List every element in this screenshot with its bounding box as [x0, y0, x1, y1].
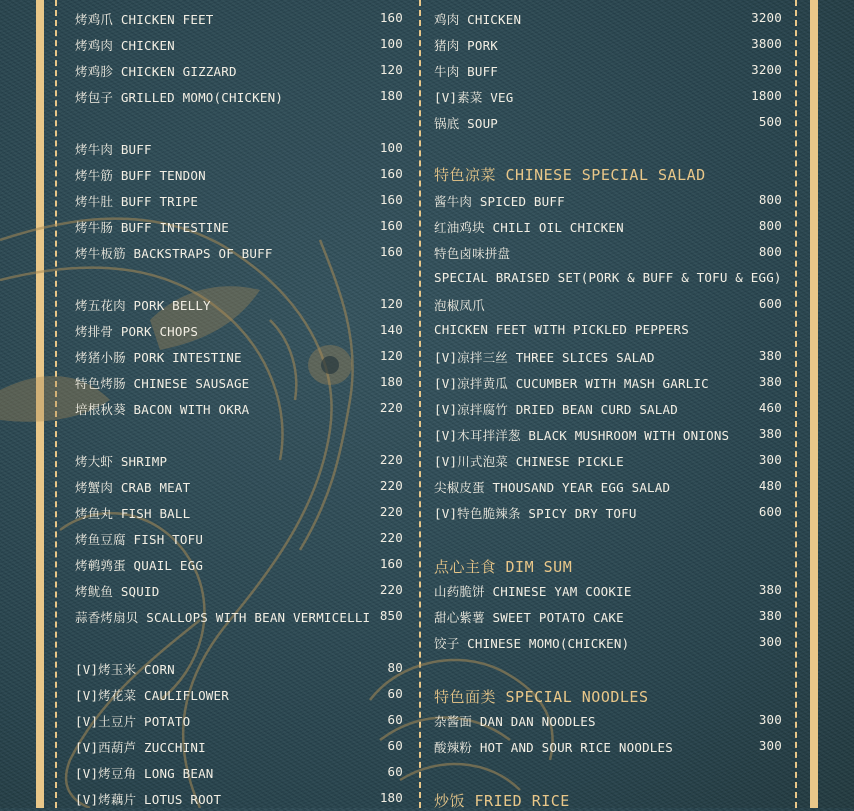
item-price: 3800 — [751, 36, 782, 51]
item-price: 600 — [758, 296, 782, 311]
item-name: 烤牛筋 BUFF TENDON — [75, 168, 206, 183]
item-name: [V]凉拌三丝 THREE SLICES SALAD — [434, 350, 655, 365]
item-name: 尖椒皮蛋 THOUSAND YEAR EGG SALAD — [434, 480, 671, 495]
item-price: 220 — [379, 504, 403, 519]
menu-item — [75, 452, 405, 472]
menu-item — [75, 660, 405, 680]
item-price: 160 — [379, 556, 403, 571]
menu-item — [75, 374, 405, 394]
item-price: 80 — [387, 660, 403, 675]
menu-item — [434, 712, 786, 732]
item-price: 800 — [758, 192, 782, 207]
item-price: 1800 — [751, 88, 782, 103]
menu-item — [434, 10, 786, 30]
item-name: 鸡肉 CHICKEN — [434, 12, 522, 27]
menu-item — [75, 36, 405, 56]
item-price: 180 — [379, 374, 403, 389]
item-name: 烤鸡胗 CHICKEN GIZZARD — [75, 64, 237, 79]
item-price: 380 — [758, 374, 782, 389]
item-price: 100 — [379, 140, 403, 155]
item-name: 山药脆饼 CHINESE YAM COOKIE — [434, 584, 632, 599]
section-heading-noodles: 特色面类 SPECIAL NOODLES — [434, 688, 649, 706]
item-price: 220 — [379, 452, 403, 467]
item-price: 800 — [758, 244, 782, 259]
item-price: 480 — [758, 478, 782, 493]
item-name: 泡椒凤爪 — [434, 298, 485, 313]
item-name: SPECIAL BRAISED SET(PORK & BUFF & TOFU & EGG) — [434, 270, 782, 285]
menu-item — [434, 452, 786, 472]
menu-item — [75, 608, 405, 628]
item-name: 烤牛肚 BUFF TRIPE — [75, 194, 199, 209]
item-price: 60 — [387, 764, 403, 779]
item-price: 220 — [379, 478, 403, 493]
menu-item — [434, 296, 786, 316]
item-price: 380 — [758, 608, 782, 623]
item-name: 烤五花肉 PORK BELLY — [75, 298, 211, 313]
item-name: 甜心紫薯 SWEET POTATO CAKE — [434, 610, 624, 625]
menu-item — [434, 582, 786, 602]
left-dashed-divider — [55, 0, 57, 808]
left-gold-border — [36, 0, 44, 808]
item-name: 酸辣粉 HOT AND SOUR RICE NOODLES — [434, 740, 673, 755]
menu-item — [75, 192, 405, 212]
item-name: 烤鱼丸 FISH BALL — [75, 506, 191, 521]
item-price: 60 — [387, 712, 403, 727]
item-price: 460 — [758, 400, 782, 415]
item-price: 120 — [379, 348, 403, 363]
item-name: [V]烤玉米 CORN — [75, 662, 175, 677]
menu-item — [434, 322, 786, 342]
section-heading-fried-rice: 炒饭 FRIED RICE — [434, 792, 570, 810]
menu-item — [75, 10, 405, 30]
menu-item — [75, 478, 405, 498]
item-name: [V]西葫芦 ZUCCHINI — [75, 740, 206, 755]
item-price: 180 — [379, 790, 403, 805]
menu-item — [434, 634, 786, 654]
menu-item — [434, 504, 786, 524]
item-price: 180 — [379, 88, 403, 103]
menu-item — [75, 712, 405, 732]
right-gold-border — [810, 0, 818, 808]
item-price: 500 — [758, 114, 782, 129]
item-price: 160 — [379, 192, 403, 207]
item-price: 160 — [379, 10, 403, 25]
item-name: 饺子 CHINESE MOMO(CHICKEN) — [434, 636, 630, 651]
item-name: 烤牛板筋 BACKSTRAPS OF BUFF — [75, 246, 273, 261]
item-price: 800 — [758, 218, 782, 233]
item-name: [V]凉拌腐竹 DRIED BEAN CURD SALAD — [434, 402, 678, 417]
menu-item — [75, 556, 405, 576]
item-name: 酱牛肉 SPICED BUFF — [434, 194, 565, 209]
menu-item — [434, 36, 786, 56]
menu-item — [75, 322, 405, 342]
item-name: 培根秋葵 BACON WITH OKRA — [75, 402, 250, 417]
menu-item — [75, 140, 405, 160]
menu-item — [75, 400, 405, 420]
item-name: 烤鱿鱼 SQUID — [75, 584, 160, 599]
menu-item — [75, 582, 405, 602]
item-price: 300 — [758, 712, 782, 727]
menu-item — [434, 608, 786, 628]
item-name: 烤大虾 SHRIMP — [75, 454, 168, 469]
item-name: 烤蟹肉 CRAB MEAT — [75, 480, 191, 495]
item-name: CHICKEN FEET WITH PICKLED PEPPERS — [434, 322, 689, 337]
item-price: 300 — [758, 452, 782, 467]
item-name: 蒜香烤扇贝 SCALLOPS WITH BEAN VERMICELLI — [75, 610, 371, 625]
item-name: 烤鸡肉 CHICKEN — [75, 38, 175, 53]
item-price: 160 — [379, 218, 403, 233]
menu-item — [75, 88, 405, 108]
item-name: [V]特色脆辣条 SPICY DRY TOFU — [434, 506, 637, 521]
menu-item — [75, 686, 405, 706]
menu-item — [434, 88, 786, 108]
section-heading-salad: 特色凉菜 CHINESE SPECIAL SALAD — [434, 166, 706, 184]
menu-item — [434, 218, 786, 238]
menu-item — [434, 374, 786, 394]
menu-item — [75, 296, 405, 316]
item-name: 烤牛肉 BUFF — [75, 142, 152, 157]
item-price: 300 — [758, 738, 782, 753]
menu-item — [434, 270, 786, 290]
item-name: 锅底 SOUP — [434, 116, 499, 131]
item-price: 220 — [379, 582, 403, 597]
item-name: 猪肉 PORK — [434, 38, 499, 53]
item-name: 特色烤肠 CHINESE SAUSAGE — [75, 376, 250, 391]
item-name: [V]素菜 VEG — [434, 90, 514, 105]
item-name: 杂酱面 DAN DAN NOODLES — [434, 714, 596, 729]
item-price: 380 — [758, 582, 782, 597]
item-price: 160 — [379, 166, 403, 181]
menu-item — [434, 400, 786, 420]
item-price: 60 — [387, 686, 403, 701]
menu-item — [75, 764, 405, 784]
menu-item — [75, 790, 405, 810]
item-name: [V]木耳拌洋葱 BLACK MUSHROOM WITH ONIONS — [434, 428, 730, 443]
menu-item — [434, 244, 786, 264]
item-name: [V]烤豆角 LONG BEAN — [75, 766, 214, 781]
menu-item — [75, 166, 405, 186]
menu-item — [75, 62, 405, 82]
item-name: 烤牛肠 BUFF INTESTINE — [75, 220, 229, 235]
menu-item — [75, 738, 405, 758]
menu-item — [434, 738, 786, 758]
menu-item — [75, 530, 405, 550]
menu-item — [434, 192, 786, 212]
menu-item — [434, 114, 786, 134]
menu-item — [75, 244, 405, 264]
item-price: 60 — [387, 738, 403, 753]
section-heading-dim-sum: 点心主食 DIM SUM — [434, 558, 573, 576]
item-price: 3200 — [751, 62, 782, 77]
item-name: [V]烤藕片 LOTUS ROOT — [75, 792, 222, 807]
item-price: 220 — [379, 400, 403, 415]
item-price: 300 — [758, 634, 782, 649]
item-name: 牛肉 BUFF — [434, 64, 499, 79]
item-price: 220 — [379, 530, 403, 545]
item-price: 3200 — [751, 10, 782, 25]
item-price: 100 — [379, 36, 403, 51]
item-price: 160 — [379, 244, 403, 259]
item-name: 烤排骨 PORK CHOPS — [75, 324, 199, 339]
menu-item — [434, 62, 786, 82]
item-price: 600 — [758, 504, 782, 519]
item-price: 380 — [758, 348, 782, 363]
menu-item — [434, 348, 786, 368]
menu-item — [434, 426, 786, 446]
item-price: 140 — [379, 322, 403, 337]
center-dashed-divider — [419, 0, 421, 808]
item-name: [V]凉拌黄瓜 CUCUMBER WITH MASH GARLIC — [434, 376, 709, 391]
item-name: 烤鱼豆腐 FISH TOFU — [75, 532, 204, 547]
item-name: 特色卤味拼盘 — [434, 246, 511, 261]
item-name: 烤猪小肠 PORK INTESTINE — [75, 350, 242, 365]
item-name: 烤鹌鹑蛋 QUAIL EGG — [75, 558, 204, 573]
item-name: 红油鸡块 CHILI OIL CHICKEN — [434, 220, 624, 235]
item-name: 烤鸡爪 CHICKEN FEET — [75, 12, 214, 27]
item-price: 850 — [379, 608, 403, 623]
item-name: [V]土豆片 POTATO — [75, 714, 191, 729]
item-name: 烤包子 GRILLED MOMO(CHICKEN) — [75, 90, 284, 105]
menu-item — [75, 504, 405, 524]
menu-item — [434, 478, 786, 498]
item-price: 380 — [758, 426, 782, 441]
item-price: 120 — [379, 62, 403, 77]
menu-item — [75, 348, 405, 368]
item-name: [V]川式泡菜 CHINESE PICKLE — [434, 454, 624, 469]
item-price: 120 — [379, 296, 403, 311]
right-dashed-divider — [795, 0, 797, 808]
item-name: [V]烤花菜 CAULIFLOWER — [75, 688, 229, 703]
menu-item — [75, 218, 405, 238]
